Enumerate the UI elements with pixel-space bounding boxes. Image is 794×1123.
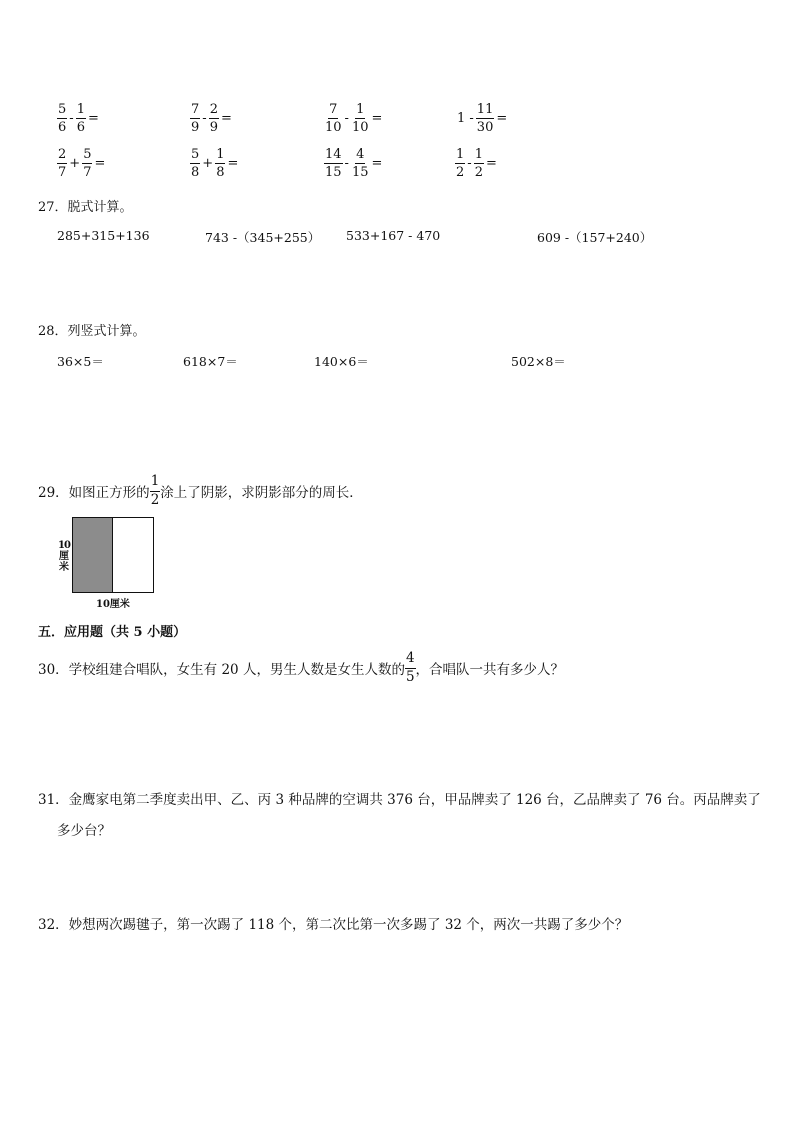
bottom-length-label: 10厘米: [96, 599, 130, 610]
denominator: 9: [191, 120, 200, 135]
fraction: [215, 148, 225, 179]
fraction-expression: [455, 103, 507, 134]
fraction: [351, 103, 370, 134]
denominator: 7: [83, 165, 92, 180]
fraction-expression: [190, 148, 238, 179]
fraction: [150, 475, 161, 507]
question-30-prefix: 30．学校组建合唱队，女生有 20 人，男生人数是女生人数的: [38, 662, 405, 678]
question-27-title: 27．脱式计算。: [38, 200, 133, 215]
calc-item: 533+167 - 470: [346, 228, 441, 243]
denominator: 9: [209, 120, 218, 135]
numerator: 5: [58, 102, 67, 117]
fraction: [190, 103, 200, 134]
fraction: [324, 103, 343, 134]
numerator: 1: [150, 475, 161, 492]
fraction-expression: [190, 103, 232, 134]
question-31-line-1: 31．金鹰家电第二季度卖出甲、乙、丙 3 种品牌的空调共 376 台，甲品牌卖了 126 台，乙品牌卖了 76 台。丙品牌卖了: [38, 792, 761, 808]
operator: -: [344, 156, 349, 171]
denominator: 15: [325, 165, 342, 180]
numerator: 7: [329, 102, 338, 117]
numerator: 4: [356, 147, 365, 162]
numerator: 1: [456, 147, 465, 162]
fraction-expression: [57, 148, 105, 179]
numerator: 2: [58, 147, 67, 162]
denominator: 5: [405, 668, 415, 685]
fraction: [57, 148, 67, 179]
fraction: [209, 103, 219, 134]
denominator: 7: [58, 165, 67, 180]
side-length-unit: 厘 米: [59, 551, 69, 573]
calc-item: 743 -（345+255）: [205, 230, 321, 245]
denominator: 8: [191, 165, 200, 180]
numerator: 5: [83, 147, 92, 162]
fraction: [351, 148, 370, 179]
equals-sign: =: [496, 111, 508, 126]
numerator: 1: [216, 147, 225, 162]
numerator: 1: [76, 102, 85, 117]
denominator: 15: [351, 165, 369, 180]
operator: -: [69, 111, 74, 126]
denominator: 8: [216, 165, 225, 180]
fraction-expression: [324, 148, 382, 179]
calc-item: 502×8＝: [511, 354, 566, 369]
denominator: 2: [474, 165, 483, 180]
section-5-title: 五．应用题（共 5 小题）: [38, 625, 187, 640]
operator: -: [202, 111, 207, 126]
numerator: 4: [405, 652, 416, 669]
equals-sign: =: [485, 156, 497, 171]
question-30: [38, 652, 564, 684]
calc-item: 36×5＝: [57, 354, 104, 369]
shaded-half: [73, 518, 113, 592]
equals-sign: =: [371, 111, 383, 126]
calc-item: 140×6＝: [314, 354, 369, 369]
question-30-suffix: ，合唱队一共有多少人？: [415, 662, 565, 678]
fraction-expression: [324, 103, 382, 134]
whole-number: 1 -: [457, 111, 474, 126]
fraction: [476, 103, 495, 134]
numerator: 1: [474, 147, 483, 162]
fraction: [474, 148, 484, 179]
numerator: 5: [191, 147, 200, 162]
side-length-label: [58, 540, 70, 573]
operator: +: [202, 156, 214, 171]
equals-sign: =: [371, 156, 383, 171]
fraction-expression: [57, 103, 99, 134]
equals-sign: =: [94, 156, 106, 171]
numerator: 7: [191, 102, 200, 117]
question-31-line-2: 多少台？: [57, 823, 111, 839]
equals-sign: =: [227, 156, 239, 171]
calc-item: 618×7＝: [183, 354, 238, 369]
fraction: [76, 103, 86, 134]
denominator: 10: [351, 120, 369, 135]
calc-item: 285+315+136: [57, 228, 150, 243]
denominator: 6: [58, 120, 67, 135]
operator: -: [344, 111, 349, 126]
question-28-title: 28．列竖式计算。: [38, 324, 146, 339]
fraction: [324, 148, 343, 179]
numerator: 11: [476, 102, 494, 117]
numerator: 14: [325, 147, 342, 162]
equals-sign: =: [220, 111, 232, 126]
numerator: 1: [356, 102, 365, 117]
denominator: 2: [456, 165, 465, 180]
denominator: 6: [76, 120, 85, 135]
equals-sign: =: [87, 111, 99, 126]
question-29: [38, 475, 363, 507]
square-figure: [72, 517, 154, 593]
numerator: 2: [209, 102, 218, 117]
fraction: [405, 652, 416, 684]
denominator: 10: [325, 120, 342, 135]
fraction: [82, 148, 92, 179]
question-29-suffix: 涂上了阴影，求阴影部分的周长．: [160, 485, 363, 501]
fraction: [190, 148, 200, 179]
operator: +: [69, 156, 81, 171]
denominator: 2: [150, 491, 160, 508]
side-length-number: 10: [58, 540, 70, 551]
fraction: [57, 103, 67, 134]
operator: -: [467, 156, 472, 171]
calc-item: 609 -（157+240）: [537, 230, 653, 245]
denominator: 30: [476, 120, 494, 135]
fraction-expression: [455, 148, 497, 179]
fraction: [455, 148, 465, 179]
question-32: 32．妙想两次踢毽子，第一次踢了 118 个，第二次比第一次多踢了 32 个，两次一共踢了多少个？: [38, 917, 629, 933]
question-29-prefix: 29．如图正方形的: [38, 485, 150, 501]
